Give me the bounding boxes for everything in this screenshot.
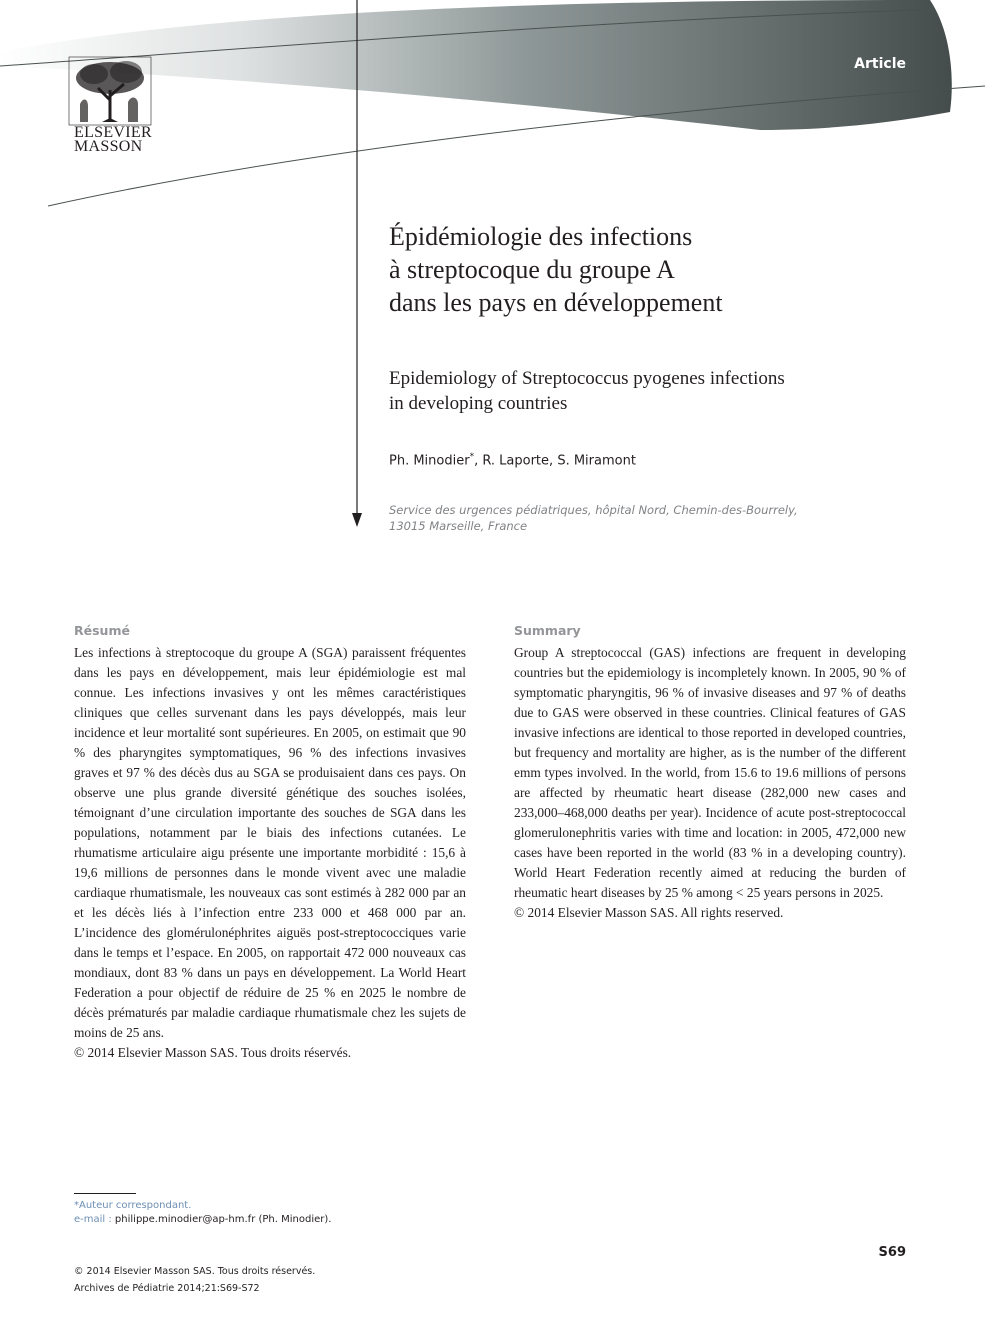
logo-wordmark-masson: MASSON: [74, 138, 143, 155]
author-separator: ,: [474, 453, 483, 469]
email-line: [74, 1213, 331, 1227]
abstract-french-copyright: © 2014 Elsevier Masson SAS. Tous droits réservés.: [74, 1045, 352, 1060]
abstract-english-heading: Summary: [514, 623, 581, 638]
author-name: R. Laporte: [482, 453, 550, 469]
corresponding-author-footnote: [74, 1199, 331, 1227]
corresponding-author-mark: *: [469, 452, 475, 462]
abstract-english: [514, 622, 906, 923]
author-separator: ,: [549, 453, 558, 469]
abstract-english-copyright: © 2014 Elsevier Masson SAS. All rights reserved.: [514, 905, 784, 920]
article-title-english: [389, 366, 909, 416]
title-english-line: in developing countries: [389, 393, 568, 414]
footnote-divider: [74, 1193, 136, 1194]
logo-wordmark-elsevier: ELSEVIER: [74, 124, 152, 141]
abstract-french-heading: Résumé: [74, 623, 130, 638]
article-title-french: [389, 220, 909, 319]
author-name: Ph. Minodier: [389, 453, 470, 469]
title-french-line: à streptocoque du groupe A: [389, 255, 675, 284]
abstract-french-paragraph: Les infections à streptocoque du groupe A (SGA) paraissent fréquentes dans les pays en développement, mais leur épidémiologie est mal connue. Les infections invasives y ont les mêmes caractéristiques cliniques que celles survenant dans les pays développés, mais leur incidence et leur mortalité sont supérieures. En 2005, on estimait que 90 % des pharyngites symptomatiques, 96 % des infections invasives graves et 97 % des décès dus au SGA se produisaient dans ces pays. On observe une plus grande diversité génétique des souches isolées, témoignant d’une circulation importante des souches de SGA dans les populations, notamment par le biais des infections cutanées. Le rhumatisme articulaire aigu présente une importante morbidité : 15,6 à 19,6 millions de personnes dans le monde vivent avec une maladie cardiaque rhumatismale, les nouveaux cas sont estimés à 282 000 par an et les décès liés à l’infection entre 233 000 et 468 000 par an. L’incidence des glomérulonéphrites aiguës post-streptococciques varie dans le temps et l’espace. En 2005, on rapportait 472 000 nouveaux cas mondiaux, dont 83 % dans un pays en développement. La World Heart Federation a pour objectif de réduire de 25 % en 2025 le nombre de décès prématurés par maladie cardiaque rhumatismale chez les sujets de moins de 25 ans.: [74, 645, 466, 1040]
footer-copyright: © 2014 Elsevier Masson SAS. Tous droits réservés.: [74, 1266, 316, 1277]
abstract-english-paragraph: Group A streptococcal (GAS) infections are frequent in developing countries but the epidemiology is incompletely known. In 2005, 90 % of symptomatic pharyngitis, 96 % of invasive diseases and 97 % of deaths due to GAS were observed in these countries. Clinical features of GAS invasive infections are identical to those reported in developed countries, but frequency and mortality are higher, as is the number of the different emm types involved. In the world, from 15.6 to 19.6 millions of persons are affected by rheumatic heart disease (282,000 new cases and 233,000–468,000 deaths per year). Incidence of acute post-streptococcal glomerulonephritis varies with time and location: in 2005, 472,000 new cases have been reported in the world (83 % in a developing country). World Heart Federation recently aimed at reducing the burden of rheumatic heart diseases by 25 % among < 25 years persons in 2025.: [514, 645, 906, 900]
author-list: [389, 452, 636, 468]
corresponding-author-label: *Auteur correspondant.: [74, 1200, 192, 1211]
email-value: philippe.minodier@ap-hm.fr (Ph. Minodier).: [114, 1214, 332, 1225]
email-label: e-mail :: [74, 1214, 112, 1225]
title-english-line: Epidemiology of Streptococcus pyogenes infections: [389, 368, 785, 389]
title-french-line: dans les pays en développement: [389, 288, 723, 317]
footer-citation: Archives de Pédiatrie 2014;21:S69-S72: [74, 1283, 260, 1294]
author-name: S. Miramont: [557, 453, 636, 469]
abstract-french-body: [74, 643, 466, 1063]
article-type-label: Article: [854, 56, 906, 72]
affiliation-line: 13015 Marseille, France: [389, 519, 528, 533]
elsevier-masson-logo: [66, 56, 154, 154]
footer-meta: [74, 1263, 315, 1297]
elsevier-tree-icon: [66, 56, 154, 126]
affiliation-line: Service des urgences pédiatriques, hôpital Nord, Chemin-des-Bourrely,: [389, 503, 798, 517]
abstract-english-body: [514, 643, 906, 923]
page-number: S69: [878, 1245, 906, 1260]
abstract-french: [74, 622, 466, 1063]
title-french-line: Épidémiologie des infections: [389, 222, 693, 251]
author-affiliation: [389, 502, 809, 534]
